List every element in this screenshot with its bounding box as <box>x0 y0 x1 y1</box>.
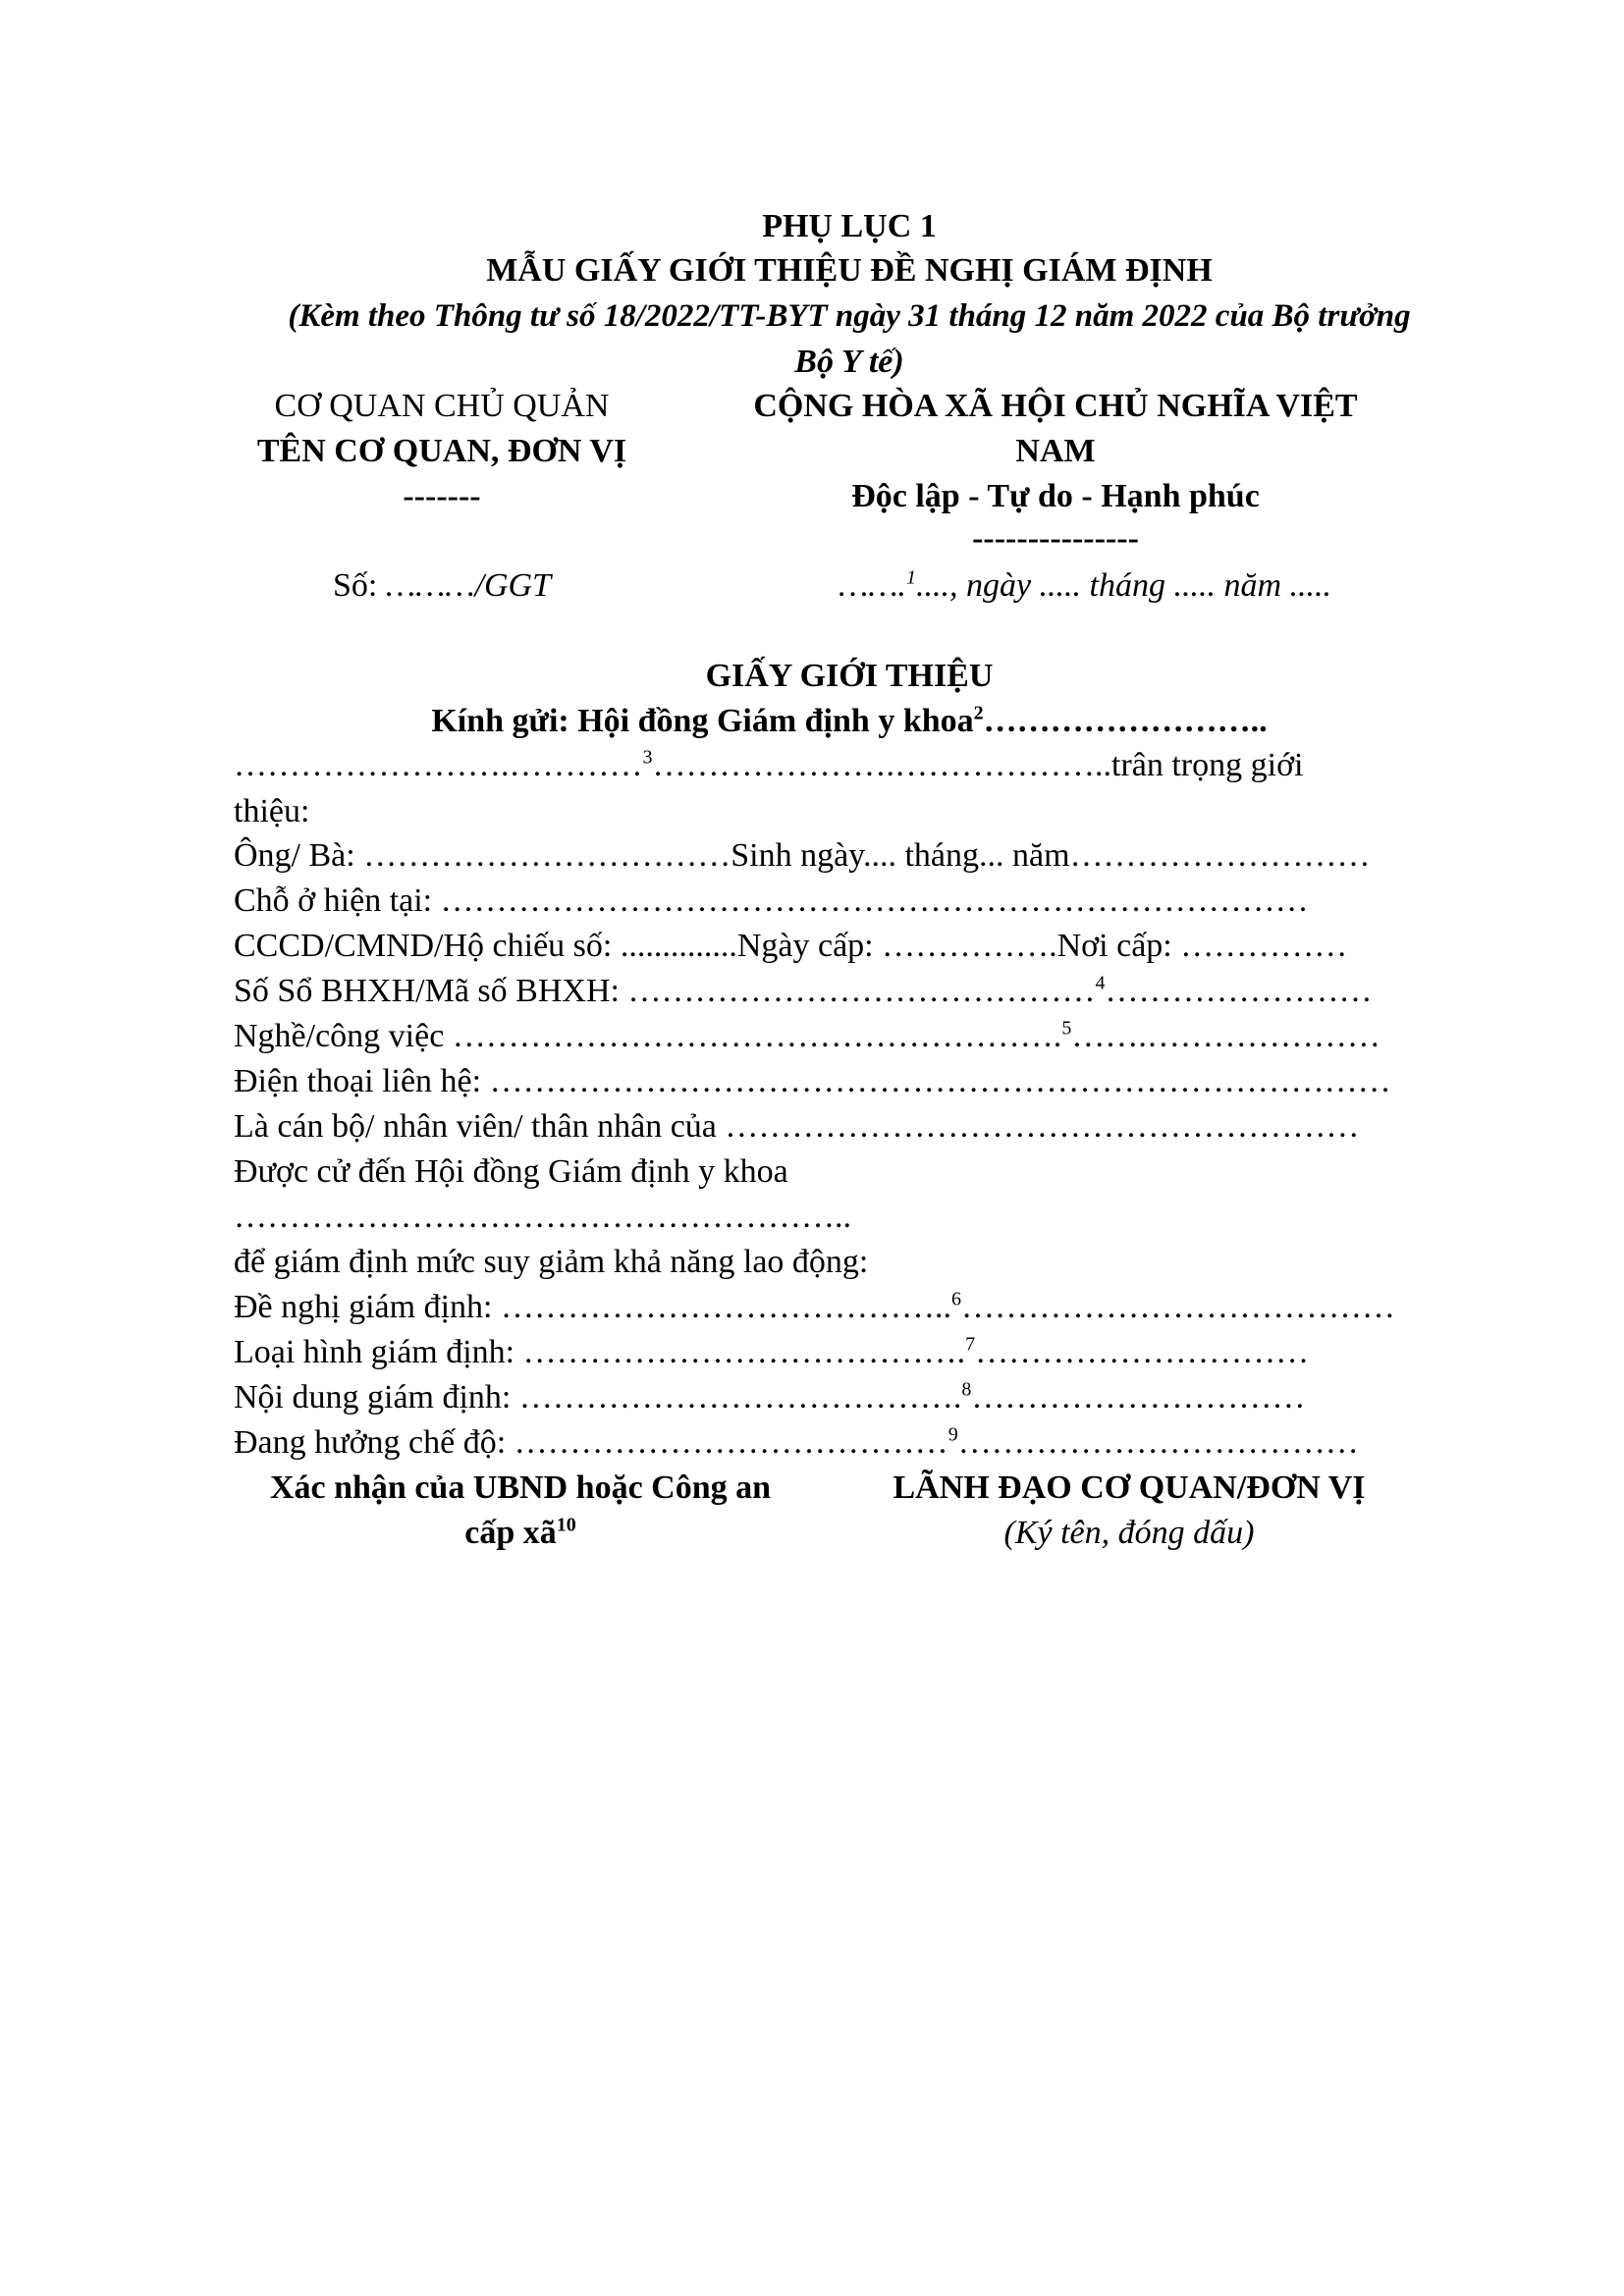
intro-line <box>234 746 1304 783</box>
footnote-ref-10: 10 <box>556 1514 576 1536</box>
confirmation-text: cấp xã <box>464 1515 557 1551</box>
date-prefix: ……. <box>838 567 906 604</box>
footnote-ref-6: 6 <box>950 1288 961 1310</box>
field-insurance <box>234 972 1373 1009</box>
national-title-line-2: NAM <box>1015 433 1096 469</box>
job-part-a: Nghề/công việc ………………………………………………. <box>234 1018 1062 1054</box>
national-divider: --------------- <box>972 520 1139 557</box>
field-assessment-type <box>234 1333 1310 1370</box>
number-label: Số: <box>332 567 386 604</box>
national-title-line-1: CỘNG HÒA XÃ HỘI CHỦ NGHĨA VIỆT <box>753 388 1358 424</box>
content-part-a: Nội dung giám định: …………………………………. <box>234 1379 962 1415</box>
field-residence: Chỗ ở hiện tại: …………………………………………………………………… <box>234 882 1309 919</box>
footnote-ref-1: 1 <box>905 566 916 589</box>
confirmation-title-line-2 <box>226 1514 815 1551</box>
parent-agency: CƠ QUAN CHỦ QUẢN <box>274 388 610 424</box>
appendix-title: PHỤ LỤC 1 <box>762 208 937 244</box>
field-id-document: CCCD/CMND/Hộ chiếu số: ..............Ngày cấp: …………….Nơi cấp: …………… <box>234 928 1348 964</box>
field-name-dob: Ông/ Bà: ……………………………Sinh ngày.... tháng... năm……………………… <box>234 837 1371 874</box>
benefit-part-b: ……………………………… <box>957 1424 1359 1461</box>
leader-title: LÃNH ĐẠO CƠ QUAN/ĐƠN VỊ <box>893 1469 1366 1506</box>
field-job <box>234 1017 1380 1054</box>
type-part-a: Loại hình giám định: …………………………………. <box>234 1334 966 1370</box>
form-title: MẪU GIẤY GIỚI THIỆU ĐỀ NGHỊ GIÁM ĐỊNH <box>486 252 1213 289</box>
job-part-b: …….………………… <box>1071 1018 1380 1054</box>
footnote-ref-3: 3 <box>642 746 653 769</box>
field-relation: Là cán bộ/ nhân viên/ thân nhân của ………………………………………………… <box>234 1108 1360 1145</box>
content-part-b: ………………………… <box>971 1379 1306 1415</box>
addressee-line <box>196 703 1502 740</box>
national-motto: Độc lập - Tự do - Hạnh phúc <box>851 478 1260 514</box>
document-title: GIẤY GIỚI THIỆU <box>705 658 994 694</box>
addressee-dots: …………………….. <box>983 703 1268 739</box>
field-purpose: để giám định mức suy giảm khả năng lao động: <box>234 1244 869 1280</box>
signature-hint: (Ký tên, đóng dấu) <box>1003 1515 1255 1551</box>
insurance-part-a: Số Sổ BHXH/Mã số BHXH: …………………………………… <box>234 973 1096 1009</box>
type-part-b: ………………………… <box>975 1334 1310 1370</box>
confirmation-title-line-1: Xác nhận của UBND hoặc Công an <box>269 1469 772 1506</box>
field-sent-to-dots: ……………………………………………….. <box>234 1199 851 1235</box>
place-date <box>727 567 1443 605</box>
field-benefit <box>234 1423 1359 1461</box>
intro-continuation: thiệu: <box>234 793 310 829</box>
footnote-ref-4: 4 <box>1095 972 1106 994</box>
intro-part-a: …………………….………… <box>234 747 643 783</box>
footnote-ref-2: 2 <box>973 702 984 724</box>
footnote-ref-7: 7 <box>965 1333 976 1356</box>
request-part-a: Đề nghị giám định: ………………………………….. <box>234 1289 951 1325</box>
reference-line-1: (Kèm theo Thông tư số 18/2022/TT-BYT ngày 31 tháng 12 năm 2022 của Bộ trưởng <box>288 298 1411 334</box>
footnote-ref-8: 8 <box>961 1378 972 1401</box>
footnote-ref-5: 5 <box>1061 1017 1072 1040</box>
field-phone: Điện thoại liên hệ: ……………………………………………………………………… <box>234 1063 1391 1099</box>
agency-name: TÊN CƠ QUAN, ĐƠN VỊ <box>256 433 627 469</box>
document-number <box>226 567 658 605</box>
insurance-part-b: …………………… <box>1105 973 1373 1009</box>
request-part-b: ………………………………… <box>960 1289 1395 1325</box>
field-request <box>234 1288 1395 1325</box>
field-sent-to: Được cử đến Hội đồng Giám định y khoa <box>234 1153 788 1190</box>
benefit-part-a: Đang hưởng chế độ: ………………………………… <box>234 1424 948 1461</box>
field-assessment-content <box>234 1378 1306 1415</box>
intro-part-b: ………………….………………..trân trọng giới <box>652 747 1304 783</box>
date-suffix: ...., ngày ..... tháng ..... năm ..... <box>915 567 1332 604</box>
reference-line-2: Bộ Y tế) <box>794 344 904 380</box>
number-value: ………/GGT <box>385 567 552 604</box>
addressee-text: Kính gửi: Hội đồng Giám định y khoa <box>431 703 974 739</box>
footnote-ref-9: 9 <box>947 1423 958 1446</box>
agency-divider: ------- <box>403 478 481 514</box>
